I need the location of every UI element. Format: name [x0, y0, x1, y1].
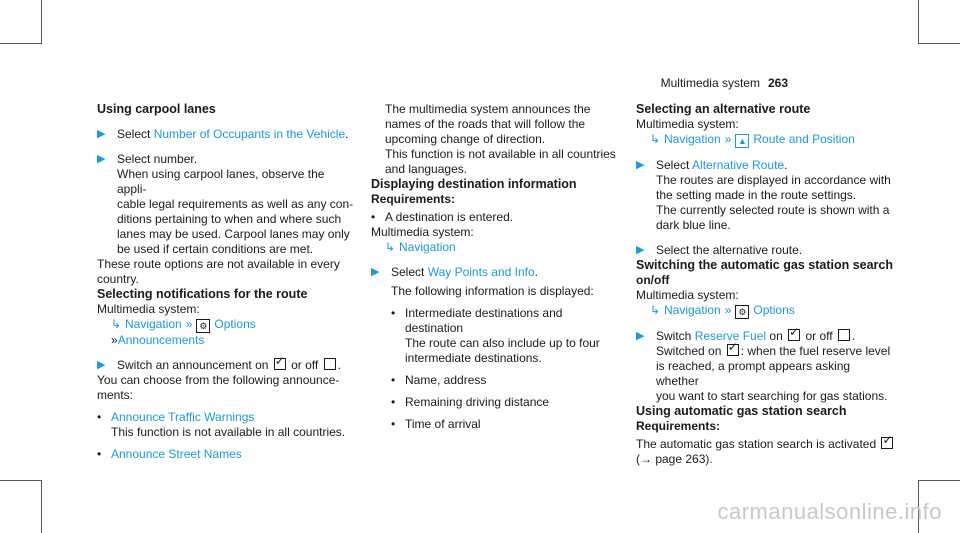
step-arrow-icon: ▶	[636, 330, 645, 342]
heading-gas-station-search: Switching the automatic gas station search	[636, 258, 894, 272]
list-item	[97, 410, 357, 440]
list-item	[371, 210, 621, 225]
crop-mark	[918, 0, 919, 44]
heading-gas-station-search-cont: on/off	[636, 273, 670, 287]
text: Switch an announcement on	[117, 358, 269, 372]
menu-path	[371, 240, 621, 255]
text: you want to start searching for gas stations.	[656, 389, 888, 403]
menu-link[interactable]: Navigation	[125, 317, 182, 331]
step	[97, 152, 357, 257]
heading-using-gas-station-search: Using automatic gas station search	[636, 404, 847, 418]
menu-link[interactable]: Route and Position	[753, 132, 855, 146]
crop-mark	[918, 480, 960, 481]
text: Multimedia system:	[371, 225, 474, 239]
step	[97, 358, 357, 373]
bullet-icon: •	[97, 410, 102, 424]
menu-link[interactable]: Announcements	[117, 333, 205, 347]
crop-mark	[918, 43, 960, 44]
double-chevron-icon: »	[111, 333, 118, 347]
text: on	[766, 329, 783, 343]
step	[636, 329, 896, 404]
text: Select	[656, 158, 693, 172]
text: : when the fuel reserve level	[740, 344, 891, 358]
step-arrow-icon: ▶	[636, 159, 645, 171]
menu-link[interactable]: Announce Street Names	[111, 447, 242, 461]
menu-path	[97, 333, 357, 348]
text: You can choose from the following announce-	[97, 373, 340, 387]
menu-link[interactable]: Announce Traffic Warnings	[111, 410, 255, 424]
gear-icon: ⚙	[735, 305, 749, 319]
menu-link[interactable]: Navigation	[664, 132, 721, 146]
menu-link[interactable]: Way Points and Info	[427, 265, 535, 279]
text: The route can also include up to four	[405, 336, 600, 350]
step-arrow-icon: ▶	[371, 266, 380, 278]
step-arrow-icon: ▶	[97, 359, 106, 371]
text: names of the roads that will follow the	[385, 117, 586, 131]
text: be used if certain conditions are met.	[117, 242, 314, 256]
menu-link[interactable]: Number of Occupants in the Vehicle	[153, 127, 346, 141]
requirements-label: Requirements:	[636, 419, 721, 433]
text: Multimedia system:	[97, 302, 200, 316]
text: The routes are displayed in accordance with	[656, 173, 891, 187]
page-number: 263	[767, 76, 788, 90]
menu-path	[636, 132, 896, 148]
menu-link[interactable]: Options	[753, 303, 795, 317]
page-header	[661, 76, 788, 90]
step	[636, 158, 896, 233]
text: is reached, a prompt appears asking whether	[656, 359, 851, 388]
step	[636, 243, 896, 258]
list-item	[391, 306, 621, 366]
text: Time of arrival	[405, 417, 481, 431]
requirements-label: Requirements:	[371, 192, 456, 206]
text: The automatic gas station search is activated	[636, 437, 877, 451]
list-item	[391, 373, 621, 388]
text: Switched on	[656, 344, 722, 358]
double-chevron-icon: »	[185, 317, 193, 331]
gear-icon: ⚙	[196, 319, 210, 333]
text: upcoming change of direction.	[385, 132, 546, 146]
text: This function is not available in all countries	[385, 147, 616, 161]
step	[371, 265, 621, 432]
text: Multimedia system:	[636, 288, 739, 302]
heading-alternative-route: Selecting an alternative route	[636, 102, 811, 116]
double-chevron-icon: »	[724, 132, 732, 146]
route-icon: ▲	[735, 134, 749, 148]
crop-mark	[0, 480, 42, 481]
crop-mark	[41, 480, 42, 533]
crop-mark	[0, 43, 42, 44]
column-3	[636, 102, 896, 467]
column-1	[97, 102, 357, 462]
text: Multimedia system:	[636, 117, 739, 131]
text-block	[371, 102, 621, 177]
text: Select	[391, 265, 428, 279]
text: .	[534, 265, 538, 279]
heading-destination-info: Displaying destination information	[371, 177, 577, 191]
checkbox-checked-icon	[788, 329, 800, 341]
text: cable legal requirements as well as any con-	[117, 197, 354, 211]
bullet-icon: •	[97, 447, 102, 461]
menu-path	[636, 303, 896, 319]
text: and languages.	[385, 162, 468, 176]
bullet-icon: •	[391, 306, 396, 320]
bullet-icon: •	[391, 417, 396, 431]
bullet-icon: •	[391, 395, 396, 409]
list-item	[97, 447, 357, 462]
watermark: carmanualsonline.info	[717, 499, 942, 524]
bullet-icon: •	[391, 373, 396, 387]
step	[97, 127, 357, 142]
menu-link[interactable]: Options	[214, 317, 256, 331]
double-chevron-icon: »	[724, 303, 732, 317]
text: .	[784, 158, 788, 172]
checkbox-empty-icon	[324, 358, 336, 370]
menu-link[interactable]: Alternative Route	[692, 158, 785, 172]
text: Select the alternative route.	[656, 243, 803, 257]
text: or off	[805, 329, 833, 343]
text: A destination is entered.	[385, 210, 514, 224]
bullet-icon: •	[371, 210, 376, 224]
text: dark blue line.	[656, 218, 731, 232]
text: These route options are not available in every	[97, 257, 340, 271]
step-arrow-icon: ▶	[97, 128, 106, 140]
step-arrow-icon: ▶	[636, 244, 645, 256]
checkbox-checked-icon	[274, 358, 286, 370]
heading-carpool: Using carpool lanes	[97, 102, 216, 116]
text: the setting made in the route settings.	[656, 188, 857, 202]
text: country.	[97, 272, 139, 286]
menu-link[interactable]: Navigation	[664, 303, 721, 317]
text: Switch	[656, 329, 695, 343]
column-2	[371, 102, 621, 432]
checkbox-checked-icon	[881, 437, 893, 449]
text: or off	[291, 358, 319, 372]
section-title: Multimedia system	[660, 76, 760, 90]
path-arrow-icon: ↳	[111, 317, 122, 331]
menu-link[interactable]: Reserve Fuel	[694, 329, 767, 343]
text: ments:	[97, 388, 134, 402]
list-item	[391, 417, 621, 432]
page-reference[interactable]: (→ page 263).	[636, 452, 713, 466]
text: When using carpool lanes, observe the appli-	[117, 167, 325, 196]
checkbox-checked-icon	[727, 344, 739, 356]
text: This function is not available in all countries.	[111, 425, 346, 439]
text: Select	[117, 127, 154, 141]
path-arrow-icon: ↳	[650, 132, 661, 146]
text: Intermediate destinations and destination	[405, 306, 563, 335]
text: The following information is displayed:	[391, 284, 594, 298]
menu-path	[97, 317, 357, 333]
text: Remaining driving distance	[405, 395, 550, 409]
heading-notifications: Selecting notifications for the route	[97, 287, 308, 301]
text: ditions pertaining to when and where such	[117, 212, 342, 226]
checkbox-empty-icon	[838, 329, 850, 341]
text: .	[337, 358, 341, 372]
list-item	[391, 395, 621, 410]
path-arrow-icon: ↳	[650, 303, 661, 317]
text: Select number.	[117, 152, 198, 166]
text: The multimedia system announces the	[385, 102, 591, 116]
text: intermediate destinations.	[405, 351, 542, 365]
text: Name, address	[405, 373, 487, 387]
text: The currently selected route is shown with a	[656, 203, 890, 217]
menu-link[interactable]: Navigation	[399, 240, 456, 254]
path-arrow-icon: ↳	[385, 240, 396, 254]
text: .	[345, 127, 349, 141]
step-arrow-icon: ▶	[97, 153, 106, 165]
text: lanes may be used. Carpool lanes may only	[117, 227, 350, 241]
text: .	[851, 329, 856, 343]
crop-mark	[41, 0, 42, 44]
